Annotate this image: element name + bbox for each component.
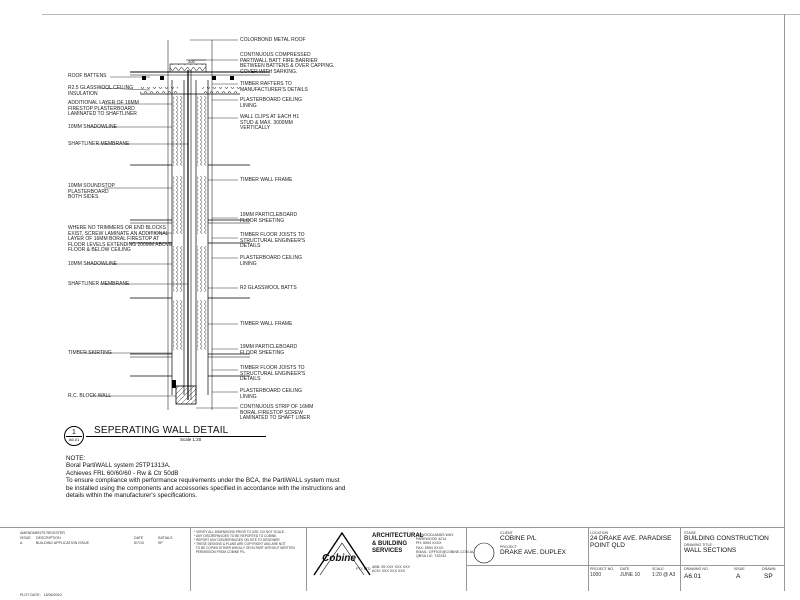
client-label: CLIENT: [500, 531, 513, 535]
callout-timber-skirting: TIMBER SKIRTING: [68, 350, 112, 356]
right-wall-frame: [196, 40, 212, 410]
callout-ceiling-lining-mid: PLASTERBOARD CEILING LINING: [240, 255, 302, 267]
callout-wall-frame-lower: TIMBER WALL FRAME: [240, 321, 293, 327]
amendment-date: 6/7/10: [134, 541, 144, 545]
project-name: DRAKE AVE. DUPLEX: [500, 549, 566, 556]
location-label: LOCATION: [590, 531, 609, 535]
amendments-desc-col: DESCRIPTION: [36, 536, 61, 540]
note-line-1: Boral PartiWALL system 25TP1313A.: [66, 462, 171, 470]
callout-firestop-strip: CONTINUOUS STRIP OF 16MM BORAL FIRESTOP SCREW LAMINATED TO SHAFT LINER: [240, 404, 314, 422]
company-abn: ABN: 55 XXX XXX XXX ACN: XXX XXX XXX: [372, 565, 410, 574]
company-address: 16 WOODLANDS WAY, PARKWOOD 4214 PH: 5594 XXXX FAX: 5594 XXXX EMAIL: OFFICE@COBINE.COM.AU QBSA LIC: 732242: [416, 533, 475, 559]
title-block: [0, 527, 800, 600]
drawing-no-label: DRAWING NO.: [684, 567, 709, 571]
callout-shaftliner-upper: SHAFTLINER MEMBRANE: [68, 141, 130, 147]
callout-metal-roof: COLORBOND METAL ROOF: [240, 37, 306, 43]
ceiling-insulation: [140, 87, 240, 94]
callout-additional-firestop: ADDITIONAL LAYER OF 16MM FIRESTOP PLASTERBOARD LAMINATED TO SHAFTLINER: [68, 100, 139, 118]
callout-soundstop: 10MM SOUNDSTOP PLASTERBOARD BOTH SIDES: [68, 183, 115, 201]
project-no: 1000: [590, 572, 602, 578]
callout-ceiling-insulation: R2.5 GLASSWOOL CEILING INSULATION: [68, 85, 134, 97]
logo-subtext: PTY LTD: [356, 567, 371, 571]
general-note: [66, 455, 346, 499]
company-name: ARCHITECTURAL & BUILDING SERVICES: [372, 533, 424, 554]
callout-shadowline-lower: 10MM SHADOWLINE: [68, 261, 117, 267]
drawn-value: SP: [764, 573, 773, 580]
callout-shadowline-upper: 10MM SHADOWLINE: [68, 124, 117, 130]
issue-label: ISSUE: [734, 567, 745, 571]
left-wall-frame: [168, 40, 184, 410]
callout-ceiling-lining-lower: PLASTERBOARD CEILING LINING: [240, 388, 302, 400]
callout-floor-joists-lower: TIMBER FLOOR JOISTS TO STRUCTURAL ENGINEER'S DETAILS: [240, 365, 306, 383]
location-value: 24 DRAKE AVE. PARADISE POINT QLD: [590, 535, 672, 549]
project-no-label: PROJECT NO.: [590, 567, 615, 571]
drawn-label: DRAWN: [762, 567, 776, 571]
scale-label: SCALE: [652, 567, 664, 571]
logo-wordmark: Cobine: [322, 553, 356, 564]
callout-shaftliner-lower: SHAFTLINER MEMBRANE: [68, 281, 130, 287]
detail-title-underline: [86, 436, 266, 437]
amendment-initials: SP: [158, 541, 163, 545]
lower-floor-level: [130, 354, 250, 376]
callout-block-wall: R.C. BLOCK WALL: [68, 393, 112, 399]
plot-date: PLOT DATE: 15/06/2010: [20, 593, 62, 597]
drawing-title-label: DRAWING TITLE: [684, 543, 712, 547]
amendment-description: BUILDING APPLICATION ISSUE: [36, 541, 90, 545]
callout-glasswool-batts: R2 GLASSWOOL BATTS: [240, 285, 297, 291]
detail-number: 1: [72, 429, 76, 436]
date-value: JUNE 10: [620, 572, 641, 578]
detail-sheet-ref: A6.01: [68, 437, 80, 442]
callout-particleboard-lower: 19MM PARTICLEBOARD FLOOR SHEETING: [240, 344, 298, 356]
shaftliner-membrane: [188, 70, 191, 400]
amendments-heading: AMENDMENTS REGISTER: [20, 531, 65, 535]
drawing-title-value: WALL SECTIONS: [684, 547, 737, 554]
stage-value: BUILDING CONSTRUCTION: [684, 535, 769, 542]
callout-floor-joists-upper: TIMBER FLOOR JOISTS TO STRUCTURAL ENGINEER'S DETAILS: [240, 232, 306, 250]
amendments-issue-col: ISSUE: [20, 536, 31, 540]
north-point-icon: [472, 541, 496, 565]
detail-scale: Scale 1:20: [180, 437, 202, 442]
callout-particleboard-upper: 19MM PARTICLEBOARD FLOOR SHEETING: [240, 212, 298, 224]
client-name: COBINE P/L: [500, 535, 537, 542]
callout-ceiling-lining-top: PLASTERBOARD CEILING LINING: [240, 97, 302, 109]
drawing-no-value: A6.01: [684, 573, 701, 580]
amendments-date-col: DATE: [134, 536, 144, 540]
date-label: DATE: [620, 567, 630, 571]
callout-fire-barrier: CONTINUOUS COMPRESSED PARTIWALL BATT FIRE BARRIER BETWEEN BATTENS & OVER CAPPING. COVER WITH SARKING.: [240, 52, 335, 75]
note-line-3: To ensure compliance with performance requirements under the BCA, the PartiWALL system must be installed using the components and accessories specified in accordance with the instructions and details within the manufacturer's specifications.: [66, 477, 346, 500]
callout-trimmers-note: WHERE NO TRIMMERS OR END BLOCKS EXIST, SCREW LAMINATE AN ADDITIONAL LAYER OF 16MM BORAL FIRESTOP AT FLOOR LEVELS EXTENDING 200MM ABOVE FLOOR & BELOW CEILING: [68, 225, 173, 254]
callout-timber-rafters: TIMBER RAFTERS TO MANUFACTURER'S DETAILS: [240, 81, 308, 93]
scale-value: 1:20 @ A3: [652, 572, 676, 578]
dimension-label: 200: [188, 59, 195, 64]
amendment-issue: A: [20, 541, 23, 545]
callout-wall-frame-upper: TIMBER WALL FRAME: [240, 177, 293, 183]
project-label: PROJECT: [500, 545, 517, 549]
note-line-2: Achieves FRL 60/60/60 - Rw & Ctr 50dB: [66, 469, 179, 477]
detail-title: SEPERATING WALL DETAIL: [94, 425, 229, 436]
issue-value: A: [736, 573, 741, 580]
disclaimer: * VERIFY ALL DIMENSIONS PRIOR TO USE. DO NOT SCALE. * ANY DISCREPANCIES TO BE REPORTED TO COBINE. * REPORT ANY DISCREPANCIES ON SITE TO DESIGNER. * THESE DESIGNS & PLANS ARE COPYRIGHT AND ARE NOT TO BE COPIED EITHER WHOLLY OR IN PART WITHOUT WRITTEN PERMISSION FROM COBINE P/L.: [194, 530, 295, 554]
detail-reference-bubble: [64, 426, 84, 446]
stage-label: STAGE: [684, 531, 696, 535]
callout-wall-clips: WALL CLIPS AT EACH H1 STUD & MAX. 3000MM VERTICALLY: [240, 114, 300, 132]
amendments-initials-col: INITIALS: [158, 536, 173, 540]
note-heading: NOTE:: [66, 455, 86, 462]
callout-roof-battens: ROOF BATTENS: [68, 73, 107, 79]
